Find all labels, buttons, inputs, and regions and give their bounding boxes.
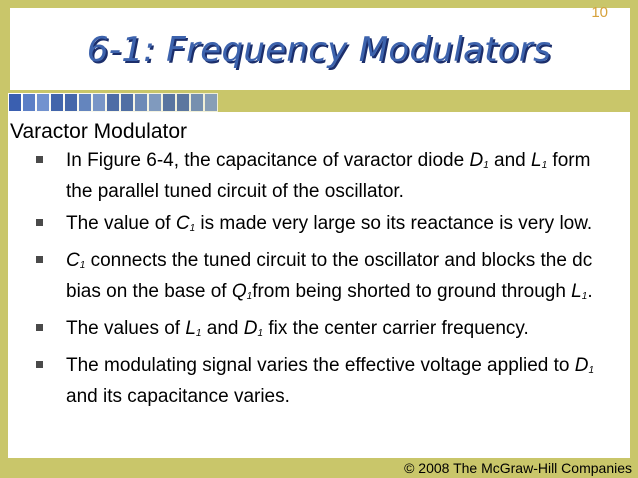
variable: C [66, 250, 80, 271]
subscript: 1 [195, 328, 202, 339]
subscript: 1 [257, 328, 264, 339]
subscript: 1 [189, 223, 196, 234]
subscript: 1 [541, 160, 548, 171]
decorative-tile [120, 93, 134, 112]
slide-title: 6-1: Frequency Modulators [86, 30, 552, 70]
slide-content [8, 112, 630, 458]
decorative-tile-strip [8, 93, 228, 112]
bullet-square-icon [36, 256, 43, 263]
variable: C [175, 213, 190, 234]
variable: D [574, 355, 589, 376]
page-number: 10 [591, 4, 608, 21]
bullet-text: The values of [66, 318, 186, 339]
decorative-tile [148, 93, 162, 112]
bullet-text: form the parallel tuned circuit of the oscillator. [66, 150, 591, 202]
subscript: 1 [588, 365, 595, 376]
decorative-tile [36, 93, 50, 112]
decorative-tile [162, 93, 176, 112]
bullet-text: The value of [66, 213, 176, 234]
bullet-text: and [488, 150, 532, 171]
copyright-footer: © 2008 The McGraw-Hill Companies [404, 460, 632, 476]
decorative-tile [204, 93, 218, 112]
decorative-tile [190, 93, 204, 112]
bullet-text: fix the center carrier frequency. [263, 318, 529, 339]
bullet-item [22, 353, 622, 410]
section-heading: Varactor Modulator [10, 120, 188, 143]
decorative-tile [64, 93, 78, 112]
variable: L [531, 150, 542, 171]
variable: Q [231, 281, 247, 302]
bullet-text: is made very large so its reactance is very low. [195, 213, 593, 234]
bullet-square-icon [36, 361, 43, 368]
bullet-square-icon [36, 156, 43, 163]
bullet-square-icon [36, 324, 43, 331]
bullet-text: and its capacitance varies. [66, 386, 290, 407]
variable: D [243, 318, 258, 339]
bullet-item [22, 316, 622, 347]
bullet-text: In Figure 6-4, the capacitance of varactor diode [66, 150, 470, 171]
subscript: 1 [581, 291, 588, 302]
decorative-tile [78, 93, 92, 112]
decorative-tile [22, 93, 36, 112]
decorative-tile [92, 93, 106, 112]
variable: L [185, 318, 196, 339]
variable: L [571, 281, 582, 302]
bullet-text: The modulating signal varies the effective voltage applied to [66, 355, 575, 376]
decorative-tile [8, 93, 22, 112]
subscript: 1 [79, 260, 86, 271]
bullet-item [22, 211, 622, 242]
decorative-tile [106, 93, 120, 112]
decorative-tile [50, 93, 64, 112]
decorative-tile [134, 93, 148, 112]
bullet-item [22, 148, 622, 205]
variable: D [469, 150, 484, 171]
bullet-square-icon [36, 219, 43, 226]
bullet-text: connects the tuned circuit to the oscillator and blocks the dc bias on the base of [66, 250, 593, 302]
bullet-text: from being shorted to ground through [252, 281, 572, 302]
bullet-list [22, 148, 622, 416]
bullet-text: . [587, 281, 593, 302]
decorative-tile [176, 93, 190, 112]
bullet-text: and [201, 318, 244, 339]
bullet-item [22, 248, 622, 310]
subscript: 1 [246, 291, 253, 302]
subscript: 1 [483, 160, 489, 171]
